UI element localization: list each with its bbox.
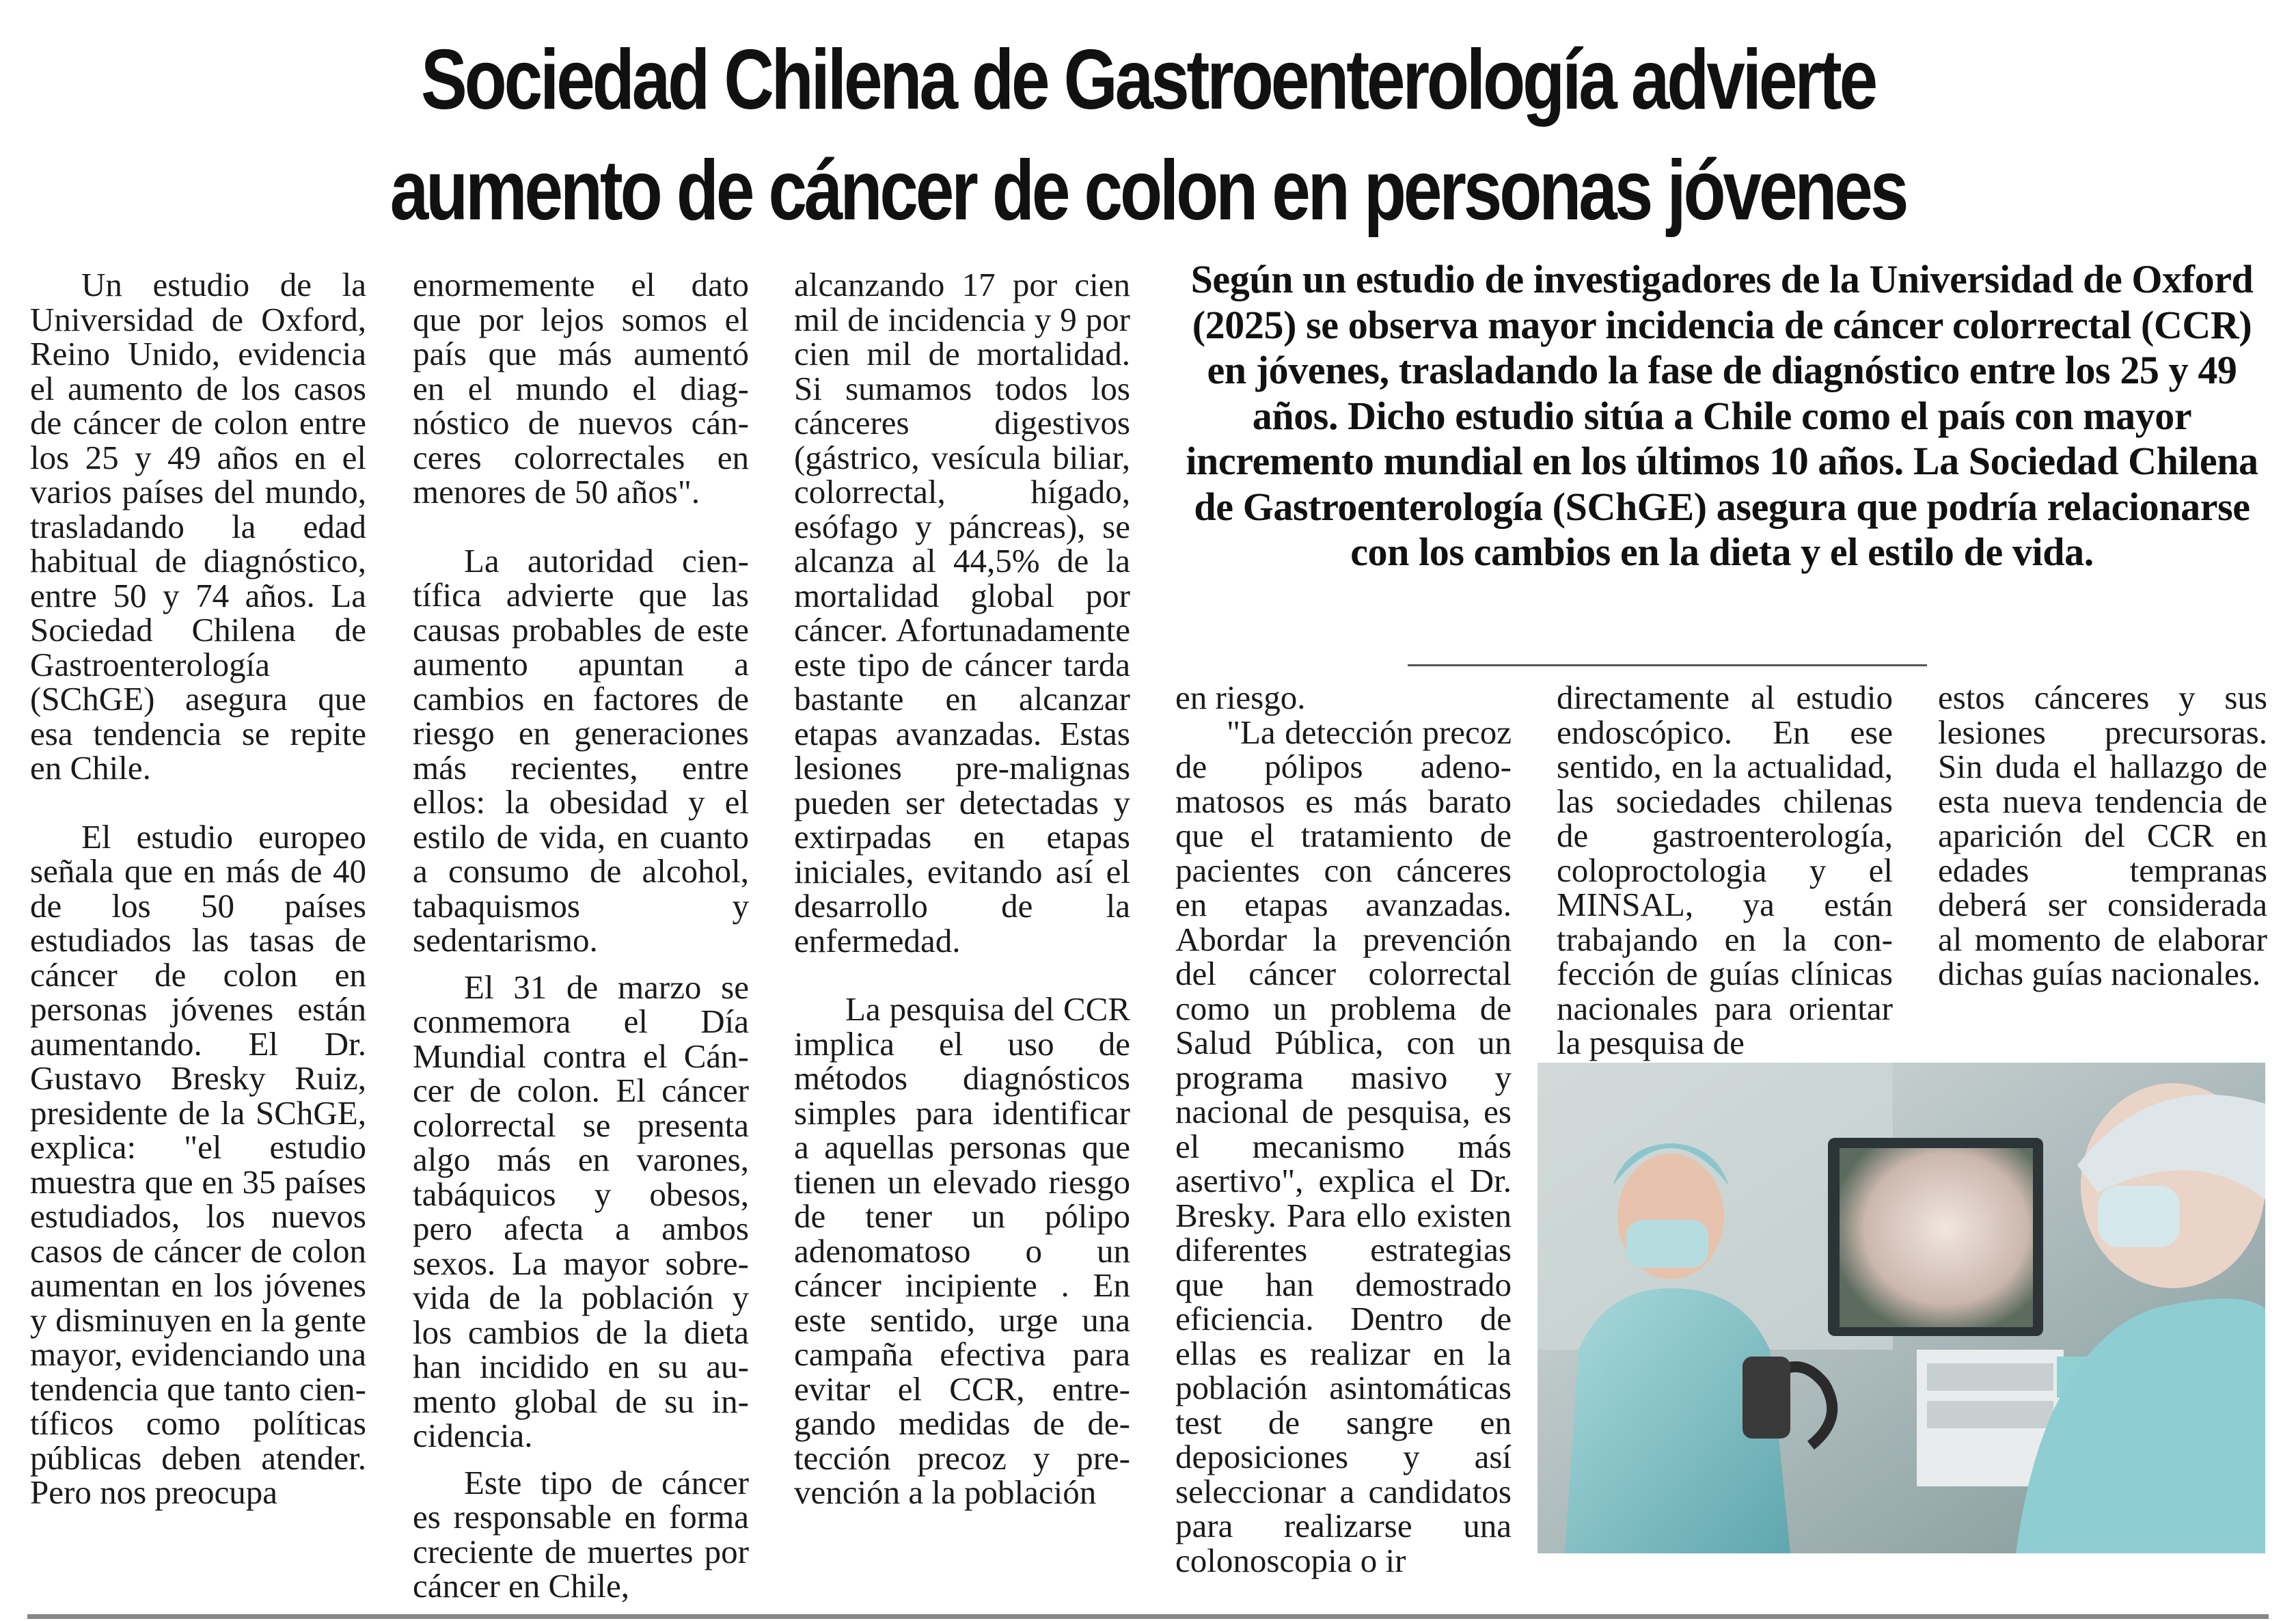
column-5 [1557, 681, 1893, 1061]
paragraph-1: Un estudio de la Universidad de Oxford, Reino Unido, evidencia el aumento de los casos de cáncer de colon entre los 25 y 49 años en el varios países del mundo, trasladando la edad habitual de diagnóstico, entre 50 y 74 años. La Sociedad Chilena de Gastroenterología (SChGE) asegura que esa tendencia se repite en Chile. [30, 266, 366, 787]
paragraph-2: El estudio europeo señala que en más de 40 de los 50 países estudiados las tasas de cáncer de colon en personas jóvenes están aumentando. El Dr. Gustavo Bresky Ruiz, presidente de la SChGE, explica: "el estudio muestra que en 35 países estudiados, los nuevos casos de cáncer de colon aumentan en los jóvenes y disminuyen en la gente mayor, evidenciando una tendencia que tanto científicos como políticas públicas deben atender. Pero nos preocupa [30, 817, 366, 1511]
deck-divider [1408, 664, 1927, 666]
headline-line-1: Sociedad Chilena de Gastroenterología advierte [420, 33, 1876, 127]
paragraph-4: El 31 de marzo se conmemora el Día Mundial contra el Cáncer de colon. El cáncer colorrectal se presenta algo más en varones, tabáquicos y obesos, pero afecta a ambos sexos. La mayor sobrevida de la población y los cambios de la dieta han incidido en su aumento global de su incidencia. [413, 968, 749, 1454]
summary-deck: Según un estudio de investigadores de la Universidad de Oxford (2025) se observa mayor incidencia de cáncer colorrectal (CCR) en jóvenes, trasladando la fase de diagnóstico entre los 25 y 49 años. Dicho estudio sitúa a Chile como el país con mayor incremento mundial en los últimos 10 años. La Sociedad Chilena de Gastroenterología (SChGE) asegura que podría relacionarse con los cambios en la dieta y el estilo de vida. [1186, 257, 2258, 574]
paragraph-5-continued: alcanzando 17 por cien mil de incidencia y 9 por cien mil de mortalidad. Si sumamos todos los cánceres digestivos (gástrico, vesícula biliar, colorrectal, hígado, esófago y páncreas), se alcanza al 44,5% de la mortalidad global por cáncer. Afortunadamente este tipo de cáncer tarda bastante en alcanzar etapas avanzadas. Estas lesiones pre-malignas pueden ser detectadas y extirpadas en etapas iniciales, evitando así el desarrollo de la enfermedad. [794, 266, 1130, 959]
column-3 [794, 268, 1130, 1510]
column-4 [1175, 681, 1512, 1578]
paragraph-6-continued: en riesgo. [1175, 679, 1306, 716]
paragraph-6: La pesquisa del CCR implica el uso de métodos diagnósticos simples para identificar a aquellas personas que tienen un elevado riesgo de tener un pólipo adenomatoso o un cáncer incipiente . En este sentido, urge una campaña efectiva para evitar el CCR, entregando medidas de detección precoz y prevención a la población [794, 990, 1130, 1511]
paragraph-2-continued: enormemente el dato que por lejos somos el país que más aumentó en el mundo el diagnóstico de nuevos cánceres colorrectales en menores de 50 años". [413, 266, 749, 510]
column-1 [30, 268, 366, 1510]
paragraph-5: Este tipo de cáncer es responsable en forma creciente de muertes por cáncer en Chile, [413, 1463, 749, 1605]
endoscopy-photo-illustration [1538, 1063, 2265, 1553]
paragraph-7-continued-b: estos cánceres y sus lesiones precursoras. Sin duda el hallazgo de esta nueva tendencia de aparición del CCR en edades tempranas deberá ser considerada al momento de elaborar dichas guías nacionales. [1938, 679, 2267, 992]
column-2 [413, 268, 749, 1604]
column-6 [1938, 681, 2267, 992]
paragraph-7: "La detección precoz de pólipos adenomatosos es más barato que el tratamiento de pacientes con cánceres en etapas avanzadas. Abordar la prevención del cáncer colorrectal como un problema de Salud Pública, con un programa masivo y nacional de pesquisa, es el mecanismo más asertivo", explica el Dr. Bresky. Para ello existen diferentes estrategias que han demostrado eficiencia. Dentro de ellas es realizar en la población asintomáticas test de sangre en deposiciones y así seleccionar a candidatos para realizarse una colonoscopia o ir [1175, 713, 1512, 1579]
endoscopy-photo [1538, 1063, 2265, 1553]
headline-line-2: aumento de cáncer de colon en personas jóvenes [390, 144, 1906, 238]
paragraph-3: La autoridad científica advierte que las causas probables de este aumento apuntan a cambios en factores de riesgo en generaciones más recientes, entre ellos: la obesidad y el estilo de vida, en cuanto a consumo de alcohol, tabaquismos y sedentarismo. [413, 541, 749, 959]
bottom-rule [27, 1614, 2269, 1619]
paragraph-7-continued-a: directamente al estudio endoscópico. En ese sentido, en la actualidad, las sociedades chilenas de gastroenterología, coloproctologia y el MINSAL, ya están trabajando en la confección de guías clínicas nacionales para orientar la pesquisa de [1557, 679, 1893, 1061]
headline [297, 25, 2000, 246]
